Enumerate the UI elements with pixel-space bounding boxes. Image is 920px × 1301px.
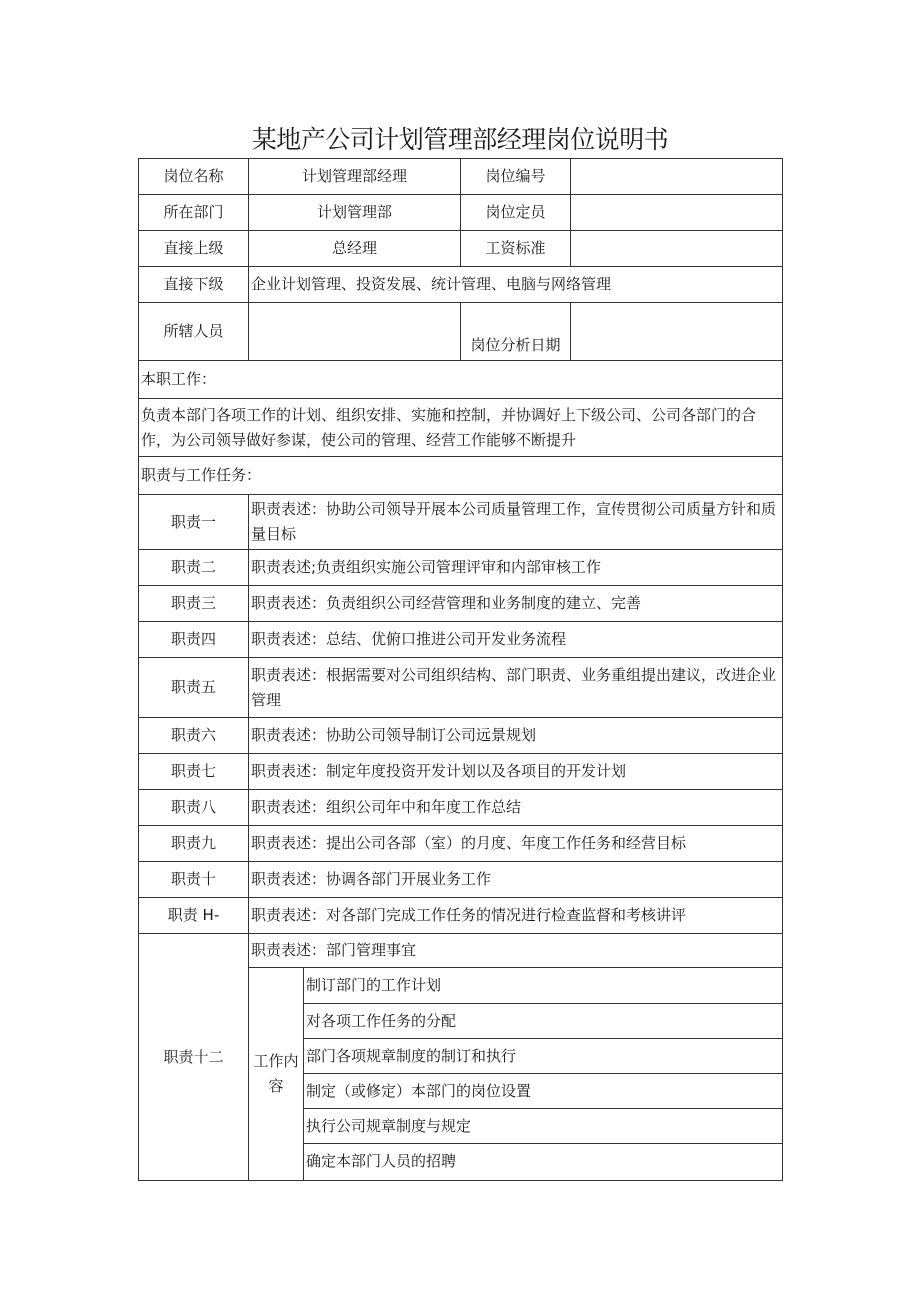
row-superior xyxy=(139,231,783,267)
row-department xyxy=(139,195,783,231)
duty12-name: 职责十二 xyxy=(139,934,249,1181)
duty-name: 职责二 xyxy=(139,550,249,586)
duty-row xyxy=(139,826,783,862)
row-main-work-text xyxy=(139,399,783,457)
salary-label: 工资标准 xyxy=(461,231,571,267)
duty-desc: 职责表述：协助公司领导制订公司远景规划 xyxy=(249,718,783,754)
row-main-work-heading xyxy=(139,361,783,399)
duty-name: 职责六 xyxy=(139,718,249,754)
duty-desc: 职责表述：制定年度投资开发计划以及各项目的开发计划 xyxy=(249,754,783,790)
row-position-name xyxy=(139,159,783,195)
duty12-desc: 职责表述：部门管理事宜 xyxy=(249,934,783,968)
work-item: 部门各项规章制度的制订和执行 xyxy=(304,1039,782,1074)
duty12-row xyxy=(139,934,783,968)
duty-name: 职责九 xyxy=(139,826,249,862)
work-content-label: 工作内容 xyxy=(249,968,304,1181)
subordinate-value: 企业计划管理、投资发展、统计管理、电脑与网络管理 xyxy=(249,267,783,303)
position-name-label: 岗位名称 xyxy=(139,159,249,195)
department-value: 计划管理部 xyxy=(249,195,461,231)
position-code-label: 岗位编号 xyxy=(461,159,571,195)
superior-label: 直接上级 xyxy=(139,231,249,267)
duty-row xyxy=(139,718,783,754)
duty-desc: 职责表述：负责组织公司经营管理和业务制度的建立、完善 xyxy=(249,586,783,622)
page-title: 某地产公司计划管理部经理岗位说明书 xyxy=(251,125,669,154)
duty-desc: 职责表述：提出公司各部（室）的月度、年度工作任务和经营目标 xyxy=(249,826,783,862)
job-description-table xyxy=(138,158,783,1181)
duty-desc: 职责表述：协助公司领导开展本公司质量管理工作，宣传贯彻公司质量方针和质量目标 xyxy=(249,495,783,550)
duty-desc: 职责表述：根据需要对公司组织结构、部门职责、业务重组提出建议，改进企业管理 xyxy=(249,658,783,718)
analysis-date-value xyxy=(571,303,783,361)
duty-name: 职责三 xyxy=(139,586,249,622)
staff-value xyxy=(249,303,461,361)
work-item: 制订部门的工作计划 xyxy=(304,969,782,1004)
work-item: 确定本部门人员的招聘 xyxy=(306,1152,457,1171)
department-label: 所在部门 xyxy=(139,195,249,231)
work-item: 制定（或修定）本部门的岗位设置 xyxy=(304,1074,782,1109)
duty-name: 职责七 xyxy=(139,754,249,790)
position-code-value xyxy=(571,159,783,195)
row-subordinate xyxy=(139,267,783,303)
work-content-list xyxy=(304,968,783,1181)
duty-name: 职责八 xyxy=(139,790,249,826)
superior-value: 总经理 xyxy=(249,231,461,267)
duty-desc: 职责表述：组织公司年中和年度工作总结 xyxy=(249,790,783,826)
main-work-heading: 本职工作： xyxy=(139,361,783,399)
duty-name: 职责一 xyxy=(139,495,249,550)
duty-row xyxy=(139,550,783,586)
work-item: 对各项工作任务的分配 xyxy=(304,1004,782,1039)
duties-heading: 职责与工作任务： xyxy=(139,457,783,495)
duty-name: 职责 H- xyxy=(139,898,249,934)
headcount-value xyxy=(571,195,783,231)
duty-desc: 职责表述：总结、优俯口推进公司开发业务流程 xyxy=(249,622,783,658)
duty-row xyxy=(139,586,783,622)
row-duties-heading xyxy=(139,457,783,495)
duty-row xyxy=(139,622,783,658)
work-item: 执行公司规章制度与规定 xyxy=(304,1109,782,1144)
staff-label: 所辖人员 xyxy=(139,303,249,361)
duty-row xyxy=(139,658,783,718)
duty-row xyxy=(139,898,783,934)
duty-name: 职责十 xyxy=(139,862,249,898)
duty-name: 职责四 xyxy=(139,622,249,658)
salary-value xyxy=(571,231,783,267)
main-work-text: 负责本部门各项工作的计划、组织安排、实施和控制，并协调好上下级公司、公司各部门的合作，为公司领导做好参谋，使公司的管理、经营工作能够不断提升 xyxy=(139,399,783,457)
duty-row xyxy=(139,754,783,790)
headcount-label: 岗位定员 xyxy=(461,195,571,231)
position-name-value: 计划管理部经理 xyxy=(249,159,461,195)
duty-desc: 职责表述：对各部门完成工作任务的情况进行检查监督和考核讲评 xyxy=(249,898,783,934)
duty-row xyxy=(139,790,783,826)
analysis-date-label: 岗位分析日期 xyxy=(461,303,571,361)
duty-row xyxy=(139,862,783,898)
row-staff xyxy=(139,303,783,361)
subordinate-label: 直接下级 xyxy=(139,267,249,303)
duty-name: 职责五 xyxy=(139,658,249,718)
duty-row xyxy=(139,495,783,550)
duty-desc: 职责表述;负责组织实施公司管理评审和内部审核工作 xyxy=(249,550,783,586)
duty-desc: 职责表述：协调各部门开展业务工作 xyxy=(249,862,783,898)
